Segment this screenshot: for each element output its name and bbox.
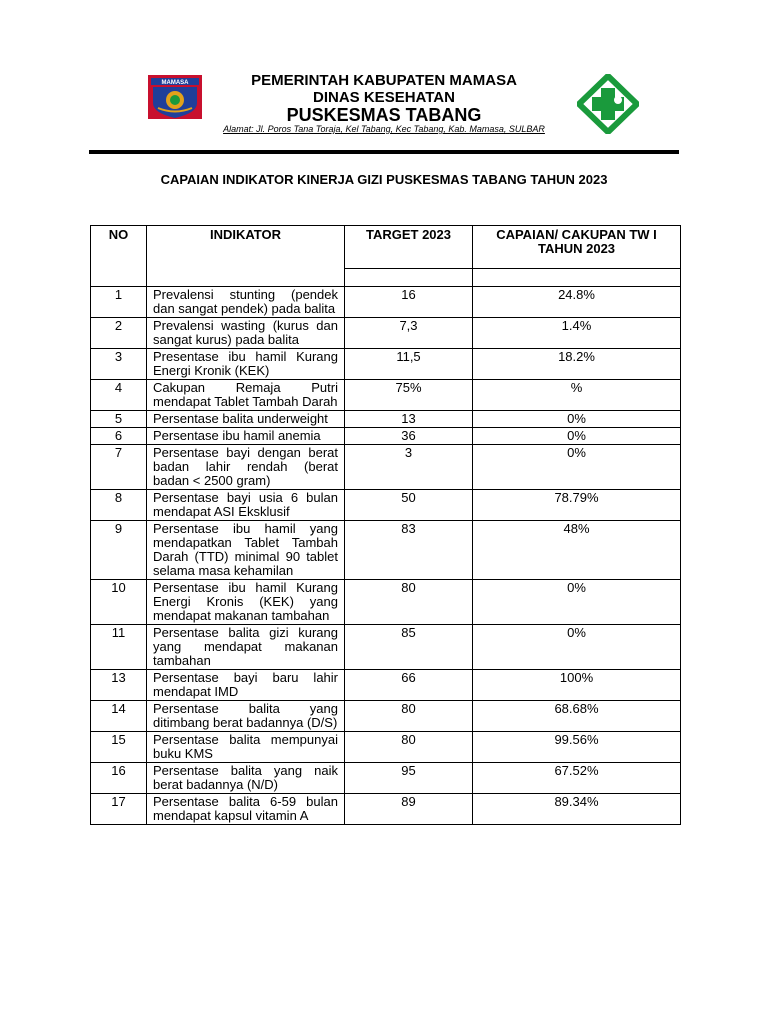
cell-target: 80: [345, 701, 473, 732]
cell-target: 66: [345, 670, 473, 701]
col-header-capaian: CAPAIAN/ CAKUPAN TW I TAHUN 2023: [473, 226, 681, 269]
cell-indikator: Persentase balita 6-59 bulan mendapat kapsul vitamin A: [147, 794, 345, 825]
cell-no: 6: [91, 428, 147, 445]
header-subcell: [345, 269, 473, 287]
cell-capaian: 48%: [473, 521, 681, 580]
cell-no: 5: [91, 411, 147, 428]
table-row: [91, 428, 681, 445]
department-name: DINAS KESEHATAN: [313, 89, 455, 106]
cell-capaian: 0%: [473, 580, 681, 625]
cell-indikator: Cakupan Remaja Putri mendapat Tablet Tambah Darah: [147, 380, 345, 411]
cell-indikator: Persentase bayi baru lahir mendapat IMD: [147, 670, 345, 701]
table-row: [91, 380, 681, 411]
cell-no: 1: [91, 287, 147, 318]
table-row: [91, 732, 681, 763]
cell-target: 11,5: [345, 349, 473, 380]
table-row: [91, 349, 681, 380]
table-row: [91, 794, 681, 825]
cell-target: 16: [345, 287, 473, 318]
header-subcell: [473, 269, 681, 287]
col-header-target: TARGET 2023: [345, 226, 473, 269]
cell-target: 95: [345, 763, 473, 794]
table-row: [91, 521, 681, 580]
cell-indikator: Persentase bayi usia 6 bulan mendapat ASI Eksklusif: [147, 490, 345, 521]
cell-no: 8: [91, 490, 147, 521]
cell-indikator: Persentase ibu hamil anemia: [147, 428, 345, 445]
document-title: CAPAIAN INDIKATOR KINERJA GIZI PUSKESMAS TABANG TAHUN 2023: [160, 172, 608, 187]
cell-indikator: Presentase ibu hamil Kurang Energi Kronik (KEK): [147, 349, 345, 380]
cell-target: 50: [345, 490, 473, 521]
table-row: [91, 490, 681, 521]
table-row: [91, 701, 681, 732]
cell-capaian: 89.34%: [473, 794, 681, 825]
table-row: [91, 763, 681, 794]
cell-no: 9: [91, 521, 147, 580]
cell-capaian: %: [473, 380, 681, 411]
cell-target: 3: [345, 445, 473, 490]
cell-capaian: 67.52%: [473, 763, 681, 794]
address-line: Alamat: Jl. Poros Tana Toraja, Kel Tabang, Kec Tabang, Kab. Mamasa, SULBAR: [223, 124, 545, 134]
government-name: PEMERINTAH KABUPATEN MAMASA: [251, 72, 517, 89]
header-divider: [89, 150, 679, 154]
cell-capaian: 18.2%: [473, 349, 681, 380]
cell-no: 7: [91, 445, 147, 490]
cell-no: 17: [91, 794, 147, 825]
cell-target: 85: [345, 625, 473, 670]
cell-no: 11: [91, 625, 147, 670]
puskesmas-name: PUSKESMAS TABANG: [286, 105, 482, 125]
cell-indikator: Persentase balita mempunyai buku KMS: [147, 732, 345, 763]
cell-capaian: 68.68%: [473, 701, 681, 732]
cell-capaian: 0%: [473, 625, 681, 670]
letterhead: [0, 0, 768, 160]
puskesmas-cross-icon: [577, 74, 639, 134]
cell-target: 80: [345, 732, 473, 763]
cell-indikator: Prevalensi stunting (pendek dan sangat pendek) pada balita: [147, 287, 345, 318]
cell-target: 13: [345, 411, 473, 428]
cell-indikator: Persentase balita yang naik berat badannya (N/D): [147, 763, 345, 794]
cell-no: 10: [91, 580, 147, 625]
table-row: [91, 625, 681, 670]
cell-target: 83: [345, 521, 473, 580]
cell-capaian: 24.8%: [473, 287, 681, 318]
cell-indikator: Persentase balita gizi kurang yang mendapat makanan tambahan: [147, 625, 345, 670]
cell-no: 15: [91, 732, 147, 763]
cell-indikator: Persentase ibu hamil yang mendapatkan Tablet Tambah Darah (TTD) minimal 90 tablet selama masa kehamilan: [147, 521, 345, 580]
cell-no: 14: [91, 701, 147, 732]
cell-capaian: 99.56%: [473, 732, 681, 763]
table-row: [91, 445, 681, 490]
cell-capaian: 100%: [473, 670, 681, 701]
table-row: [91, 287, 681, 318]
cell-no: 4: [91, 380, 147, 411]
cell-target: 80: [345, 580, 473, 625]
table-row: [91, 318, 681, 349]
cell-indikator: Persentase bayi dengan berat badan lahir rendah (berat badan < 2500 gram): [147, 445, 345, 490]
cell-no: 13: [91, 670, 147, 701]
cell-capaian: 78.79%: [473, 490, 681, 521]
cell-indikator: Persentase balita underweight: [147, 411, 345, 428]
cell-indikator: Prevalensi wasting (kurus dan sangat kurus) pada balita: [147, 318, 345, 349]
cell-target: 36: [345, 428, 473, 445]
cell-capaian: 0%: [473, 445, 681, 490]
cell-capaian: 1.4%: [473, 318, 681, 349]
table-row: [91, 670, 681, 701]
table-body: [91, 287, 681, 825]
col-header-indikator: INDIKATOR: [147, 226, 345, 287]
cell-no: 3: [91, 349, 147, 380]
cell-capaian: 0%: [473, 428, 681, 445]
indicator-table: [90, 225, 681, 825]
cell-target: 89: [345, 794, 473, 825]
col-header-no: NO: [91, 226, 147, 287]
table-row: [91, 411, 681, 428]
table-row: [91, 580, 681, 625]
cell-target: 75%: [345, 380, 473, 411]
cell-no: 16: [91, 763, 147, 794]
cell-no: 2: [91, 318, 147, 349]
cell-indikator: Persentase ibu hamil Kurang Energi Kronis (KEK) yang mendapat makanan tambahan: [147, 580, 345, 625]
cell-target: 7,3: [345, 318, 473, 349]
svg-text:MAMASA: MAMASA: [161, 80, 189, 86]
cell-capaian: 0%: [473, 411, 681, 428]
cell-indikator: Persentase balita yang ditimbang berat badannya (D/S): [147, 701, 345, 732]
